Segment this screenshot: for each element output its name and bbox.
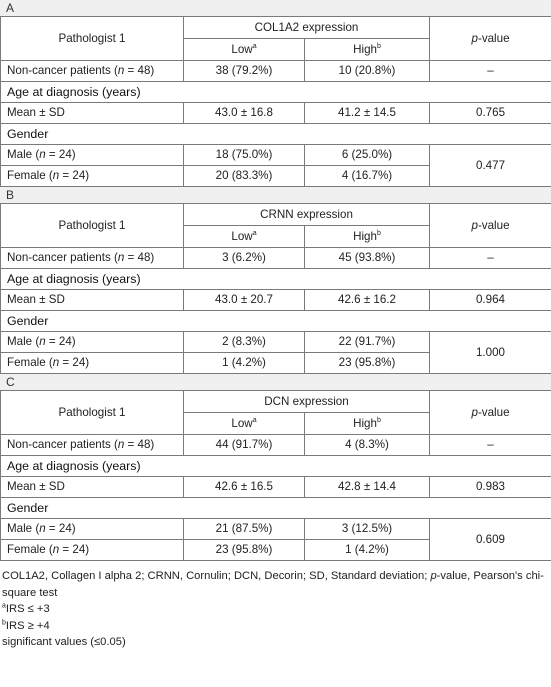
noncancer-low: 38 (79.2%) — [184, 61, 305, 82]
pathologist-header: Pathologist 1 — [1, 17, 184, 61]
low-header: Low$^a$ — [184, 39, 305, 61]
abbreviations-note: COL1A2, Collagen I alpha 2; CRNN, Cornulin; DCN, Decorin; SD, Standard deviation; p-value, Pearson's chi-square test — [2, 570, 544, 599]
gender-p: 0.477 — [430, 145, 551, 187]
mean-low: 43.0 ± 16.8 — [184, 103, 305, 124]
female-low: 23 (95.8%) — [184, 540, 305, 561]
footnote-a: $^a$IRS ≤ +3 — [2, 602, 50, 615]
gender-p: 1.000 — [430, 332, 551, 374]
noncancer-row — [1, 61, 551, 82]
noncancer-high: 45 (93.8%) — [305, 248, 430, 269]
female-high: 1 (4.2%) — [305, 540, 430, 561]
mean-p: 0.964 — [430, 290, 551, 311]
mean-label: Mean ± SD — [1, 290, 184, 311]
gender-section-row — [1, 311, 551, 332]
noncancer-row — [1, 435, 551, 456]
pathologist-header: Pathologist 1 — [1, 391, 184, 435]
male-low: 21 (87.5%) — [184, 519, 305, 540]
footnote-b: $^b$IRS ≥ +4 — [2, 618, 50, 632]
male-row — [1, 332, 551, 353]
header-row — [1, 204, 551, 226]
male-label: Male (n = 24) — [1, 519, 184, 540]
pathologist-header: Pathologist 1 — [1, 204, 184, 248]
expression-table — [0, 203, 551, 374]
mean-high: 42.8 ± 14.4 — [305, 477, 430, 498]
male-high: 22 (91.7%) — [305, 332, 430, 353]
mean-label: Mean ± SD — [1, 477, 184, 498]
age-section-row — [1, 456, 551, 477]
mean-p: 0.765 — [430, 103, 551, 124]
male-low: 18 (75.0%) — [184, 145, 305, 166]
male-row — [1, 519, 551, 540]
mean-high: 42.6 ± 16.2 — [305, 290, 430, 311]
expression-header: DCN expression — [184, 391, 430, 413]
gender-section-label: Gender — [1, 498, 551, 519]
expression-header: CRNN expression — [184, 204, 430, 226]
female-high: 23 (95.8%) — [305, 353, 430, 374]
noncancer-high: 10 (20.8%) — [305, 61, 430, 82]
noncancer-p: – — [430, 435, 551, 456]
noncancer-row — [1, 248, 551, 269]
male-high: 6 (25.0%) — [305, 145, 430, 166]
age-section-row — [1, 269, 551, 290]
gender-p: 0.609 — [430, 519, 551, 561]
mean-p: 0.983 — [430, 477, 551, 498]
table-panel — [0, 187, 551, 374]
noncancer-label: Non-cancer patients (n = 48) — [1, 435, 184, 456]
female-high: 4 (16.7%) — [305, 166, 430, 187]
panel-label: B — [0, 187, 551, 203]
mean-high: 41.2 ± 14.5 — [305, 103, 430, 124]
panel-label: C — [0, 374, 551, 390]
header-row — [1, 391, 551, 413]
table-panel — [0, 0, 551, 187]
female-label: Female (n = 24) — [1, 166, 184, 187]
noncancer-label: Non-cancer patients (n = 48) — [1, 61, 184, 82]
mean-low: 42.6 ± 16.5 — [184, 477, 305, 498]
expression-table — [0, 390, 551, 561]
table-panel — [0, 374, 551, 561]
high-header: High$^b$ — [305, 413, 430, 435]
noncancer-p: – — [430, 248, 551, 269]
mean-row — [1, 477, 551, 498]
panel-label: A — [0, 0, 551, 16]
high-header: High$^b$ — [305, 226, 430, 248]
gender-section-label: Gender — [1, 311, 551, 332]
female-low: 1 (4.2%) — [184, 353, 305, 374]
noncancer-high: 4 (8.3%) — [305, 435, 430, 456]
age-section-row — [1, 82, 551, 103]
high-header: High$^b$ — [305, 39, 430, 61]
noncancer-p: – — [430, 61, 551, 82]
p-value-header: p-value — [430, 204, 551, 248]
expression-table — [0, 16, 551, 187]
age-section-label: Age at diagnosis (years) — [1, 456, 551, 477]
female-label: Female (n = 24) — [1, 353, 184, 374]
low-header: Low$^a$ — [184, 226, 305, 248]
mean-row — [1, 103, 551, 124]
female-label: Female (n = 24) — [1, 540, 184, 561]
mean-low: 43.0 ± 20.7 — [184, 290, 305, 311]
male-high: 3 (12.5%) — [305, 519, 430, 540]
gender-section-row — [1, 498, 551, 519]
age-section-label: Age at diagnosis (years) — [1, 82, 551, 103]
significance-note: significant values (≤0.05) — [2, 636, 126, 648]
mean-label: Mean ± SD — [1, 103, 184, 124]
expression-header: COL1A2 expression — [184, 17, 430, 39]
gender-section-row — [1, 124, 551, 145]
low-header: Low$^a$ — [184, 413, 305, 435]
male-low: 2 (8.3%) — [184, 332, 305, 353]
noncancer-low: 44 (91.7%) — [184, 435, 305, 456]
noncancer-low: 3 (6.2%) — [184, 248, 305, 269]
footnotes — [0, 561, 551, 651]
header-row — [1, 17, 551, 39]
p-value-header: p-value — [430, 391, 551, 435]
male-label: Male (n = 24) — [1, 332, 184, 353]
age-section-label: Age at diagnosis (years) — [1, 269, 551, 290]
noncancer-label: Non-cancer patients (n = 48) — [1, 248, 184, 269]
gender-section-label: Gender — [1, 124, 551, 145]
male-label: Male (n = 24) — [1, 145, 184, 166]
male-row — [1, 145, 551, 166]
female-low: 20 (83.3%) — [184, 166, 305, 187]
p-value-header: p-value — [430, 17, 551, 61]
mean-row — [1, 290, 551, 311]
